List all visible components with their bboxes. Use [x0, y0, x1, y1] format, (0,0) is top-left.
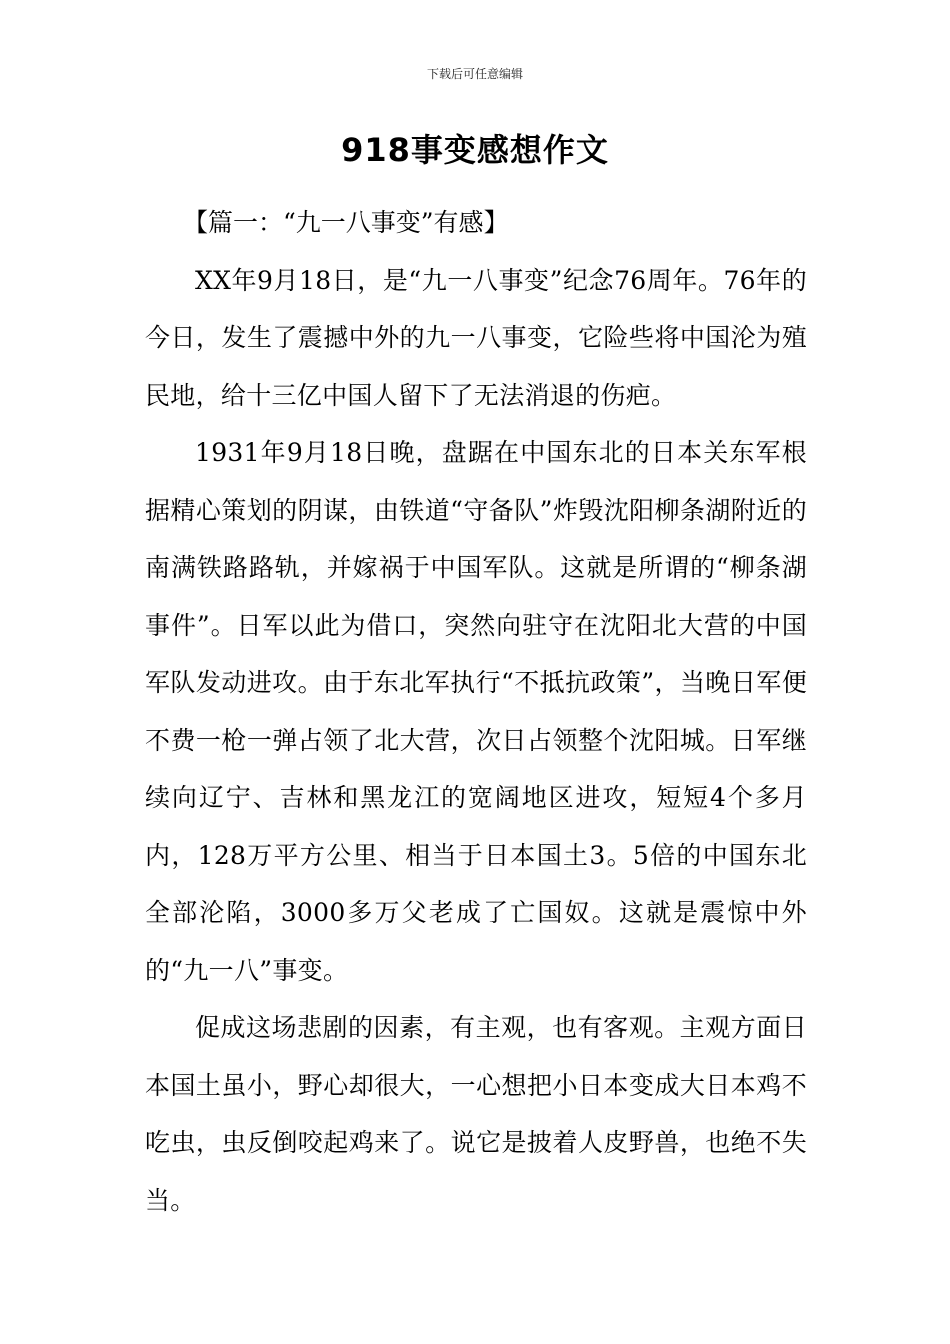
section-heading: 【篇一：“九一八事变”有感】	[183, 208, 509, 237]
paragraph-2: 1931年9月18日晚，盘踞在中国东北的日本关东军根据精心策划的阴谋，由铁道“守备队”炸毁沈阳柳条湖附近的南满铁路路轨，并嫁祸于中国军队。这就是所谓的“柳条湖事件”。日军以此为借口，突然向驻守在沈阳北大营的中国军队发动进攻。由于东北军执行“不抵抗政策”，当晚日军便不费一枪一弹占领了北大营，次日占领整个沈阳城。日军继续向辽宁、吉林和黑龙江的宽阔地区进攻，短短4个多月内，128万平方公里、相当于日本国土3。5倍的中国东北全部沦陷，3000多万父老成了亡国奴。这就是震惊中外的“九一八”事变。	[145, 438, 807, 985]
paragraph-1: XX年9月18日，是“九一八事变”纪念76周年。76年的今日，发生了震撼中外的九一八事变，它险些将中国沦为殖民地，给十三亿中国人留下了无法消退的伤疤。	[145, 265, 807, 410]
paragraph-3: 促成这场悲剧的因素，有主观，也有客观。主观方面日本国土虽小，野心却很大，一心想把小日本变成大日本鸡不吃虫，虫反倒咬起鸡来了。说它是披着人皮野兽，也绝不失当。	[145, 1013, 807, 1215]
header-note: 下载后可任意编辑	[426, 67, 523, 81]
document-body	[145, 194, 807, 1229]
document-title: 918事变感想作文	[341, 131, 609, 169]
